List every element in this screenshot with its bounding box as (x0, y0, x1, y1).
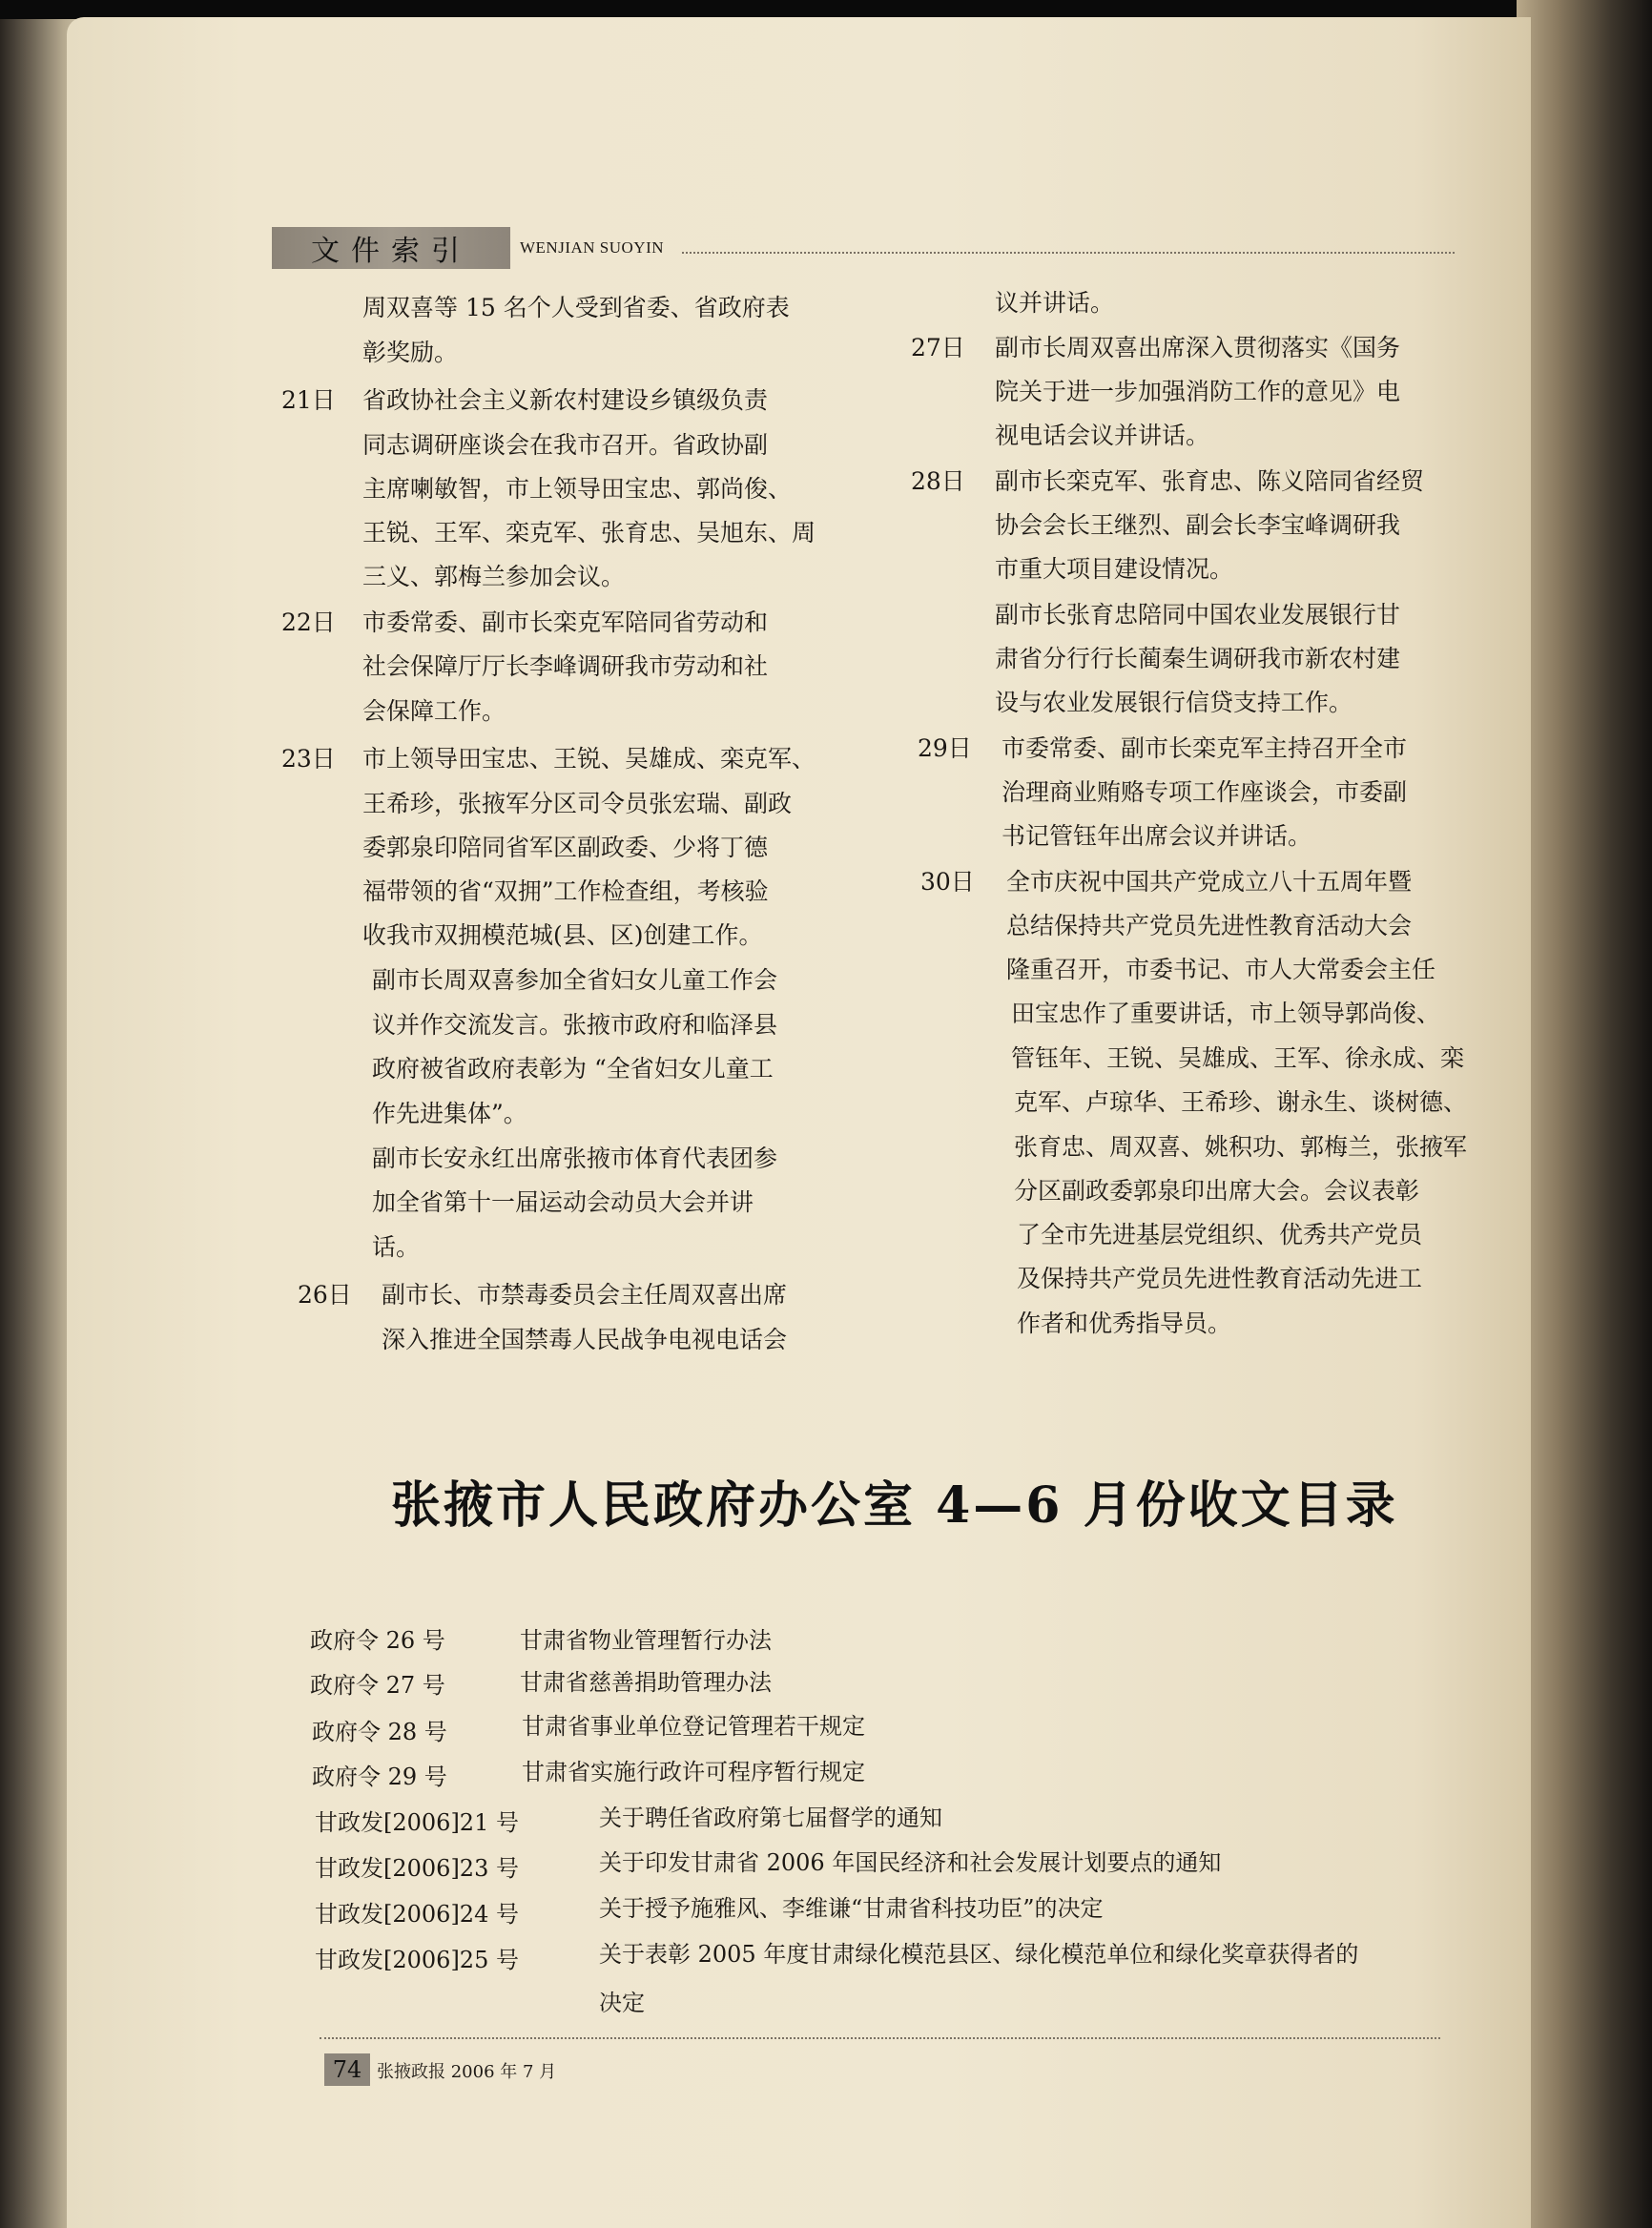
document-title: 甘肃省实施行政许可程序暂行规定 (522, 1759, 865, 1785)
left-line: 周双喜等 15 名个人受到省委、省政府表 (362, 294, 790, 321)
entry-date: 22日 (281, 609, 336, 636)
right-line: 作者和优秀指导员。 (1017, 1310, 1232, 1337)
right-line: 了全市先进基层党组织、优秀共产党员 (1017, 1221, 1423, 1248)
right-line: 管钰年、王锐、吴雄成、王军、徐永成、栾 (1011, 1044, 1465, 1072)
right-line: 市委常委、副市长栾克军主持召开全市 (1002, 734, 1408, 762)
right-line: 书记管钰年出席会议并讲话。 (1002, 822, 1312, 850)
right-line: 隆重召开，市委书记、市人大常委会主任 (1006, 956, 1436, 983)
section-title-cn: 文件索引 (311, 235, 471, 268)
header-rule (682, 252, 1455, 254)
page-number: 74 (324, 2053, 370, 2086)
right-line: 田宝忠作了重要讲话，市上领导郭尚俊、 (1011, 1000, 1441, 1027)
document-number: 甘政发[2006]24 号 (315, 1901, 519, 1928)
left-line: 政府被省政府表彰为 “全省妇女儿童工 (372, 1055, 774, 1083)
left-line: 省政协社会主义新农村建设乡镇级负责 (362, 386, 769, 414)
left-line: 三义、郭梅兰参加会议。 (362, 563, 626, 590)
section-header-band (272, 227, 510, 269)
left-line: 作先进集体”。 (372, 1100, 527, 1127)
document-number: 政府令 29 号 (312, 1764, 447, 1790)
publication-info: 张掖政报 2006 年 7 月 (377, 2062, 557, 2082)
footer-rule (320, 2037, 1440, 2039)
right-line: 院关于进一步加强消防工作的意见》电 (995, 378, 1401, 405)
left-line: 市委常委、副市长栾克军陪同省劳动和 (362, 609, 769, 636)
document-number: 甘政发[2006]25 号 (315, 1947, 519, 1973)
right-line: 副市长栾克军、张育忠、陈义陪同省经贸 (995, 467, 1425, 495)
left-line: 副市长、市禁毒委员会主任周双喜出席 (382, 1281, 788, 1309)
left-line: 社会保障厅厅长李峰调研我市劳动和社 (362, 652, 769, 680)
left-line: 议并作交流发言。张掖市政府和临泽县 (372, 1011, 778, 1039)
left-line: 委郭泉印陪同省军区副政委、少将丁德 (362, 834, 769, 861)
right-line: 治理商业贿赂专项工作座谈会，市委副 (1002, 778, 1408, 806)
right-line: 议并讲话。 (995, 289, 1115, 317)
document-number: 政府令 26 号 (310, 1627, 445, 1654)
right-line: 总结保持共产党员先进性教育活动大会 (1006, 912, 1413, 939)
left-line: 副市长周双喜参加全省妇女儿童工作会 (372, 966, 778, 994)
entry-date: 21日 (281, 386, 336, 414)
left-line: 王锐、王军、栾克军、张育忠、吴旭东、周 (362, 519, 816, 547)
left-line: 深入推进全国禁毒人民战争电视电话会 (382, 1326, 788, 1353)
left-line: 加全省第十一届运动会动员大会并讲 (372, 1188, 754, 1216)
directory-title: 张掖市人民政府办公室 4—6 月份收文目录 (391, 1476, 1398, 1535)
left-line: 会保障工作。 (362, 697, 506, 725)
entry-date: 27日 (911, 334, 965, 361)
right-line: 分区副政委郭泉印出席大会。会议表彰 (1014, 1177, 1420, 1205)
document-number: 政府令 28 号 (312, 1719, 447, 1745)
entry-date: 26日 (298, 1281, 352, 1309)
entry-date: 28日 (911, 467, 965, 495)
section-title-en: WENJIAN SUOYIN (520, 238, 665, 257)
left-line: 话。 (372, 1233, 421, 1261)
left-line: 主席喇敏智，市上领导田宝忠、郭尚俊、 (362, 475, 793, 503)
left-line: 市上领导田宝忠、王锐、吴雄成、栾克军、 (362, 745, 816, 773)
document-title: 甘肃省物业管理暂行办法 (520, 1627, 772, 1654)
document-title: 关于授予施雅风、李维谦“甘肃省科技功臣”的决定 (599, 1895, 1104, 1922)
document-number: 甘政发[2006]21 号 (315, 1809, 519, 1836)
document-title: 甘肃省慈善捐助管理办法 (520, 1669, 772, 1696)
right-line: 全市庆祝中国共产党成立八十五周年暨 (1006, 868, 1413, 896)
document-number: 政府令 27 号 (310, 1672, 445, 1699)
right-line: 协会会长王继烈、副会长李宝峰调研我 (995, 511, 1401, 539)
document-title-continuation: 决定 (599, 1990, 645, 2016)
left-line: 福带领的省“双拥”工作检查组，考核验 (362, 877, 769, 905)
right-line: 及保持共产党员先进性教育活动先进工 (1017, 1265, 1423, 1292)
right-line: 副市长周双喜出席深入贯彻落实《国务 (995, 334, 1401, 361)
left-line: 收我市双拥模范城(县、区)创建工作。 (362, 921, 763, 949)
left-line: 同志调研座谈会在我市召开。省政协副 (362, 431, 769, 459)
document-title: 关于聘任省政府第七届督学的通知 (599, 1805, 942, 1831)
entry-date: 30日 (920, 868, 975, 896)
right-line: 视电话会议并讲话。 (995, 422, 1210, 449)
document-title: 关于印发甘肃省 2006 年国民经济和社会发展计划要点的通知 (599, 1849, 1222, 1876)
document-number: 甘政发[2006]23 号 (315, 1855, 519, 1882)
left-line: 副市长安永红出席张掖市体育代表团参 (372, 1145, 778, 1172)
left-line: 王希珍，张掖军分区司令员张宏瑞、副政 (362, 790, 793, 817)
right-line: 克军、卢琼华、王希珍、谢永生、谈树德、 (1014, 1088, 1468, 1116)
facing-page-edge (1517, 0, 1652, 2228)
entry-date: 29日 (918, 734, 972, 762)
entry-date: 23日 (281, 745, 336, 773)
left-line: 彰奖励。 (362, 339, 459, 366)
right-line: 设与农业发展银行信贷支持工作。 (995, 689, 1353, 716)
right-line: 肃省分行行长蔺秦生调研我市新农村建 (995, 645, 1401, 672)
right-line: 副市长张育忠陪同中国农业发展银行甘 (995, 601, 1401, 629)
document-title: 关于表彰 2005 年度甘肃绿化模范县区、绿化模范单位和绿化奖章获得者的 (599, 1941, 1359, 1968)
right-line: 市重大项目建设情况。 (995, 555, 1234, 583)
right-line: 张育忠、周双喜、姚积功、郭梅兰，张掖军 (1014, 1133, 1468, 1161)
document-title: 甘肃省事业单位登记管理若干规定 (522, 1713, 865, 1740)
